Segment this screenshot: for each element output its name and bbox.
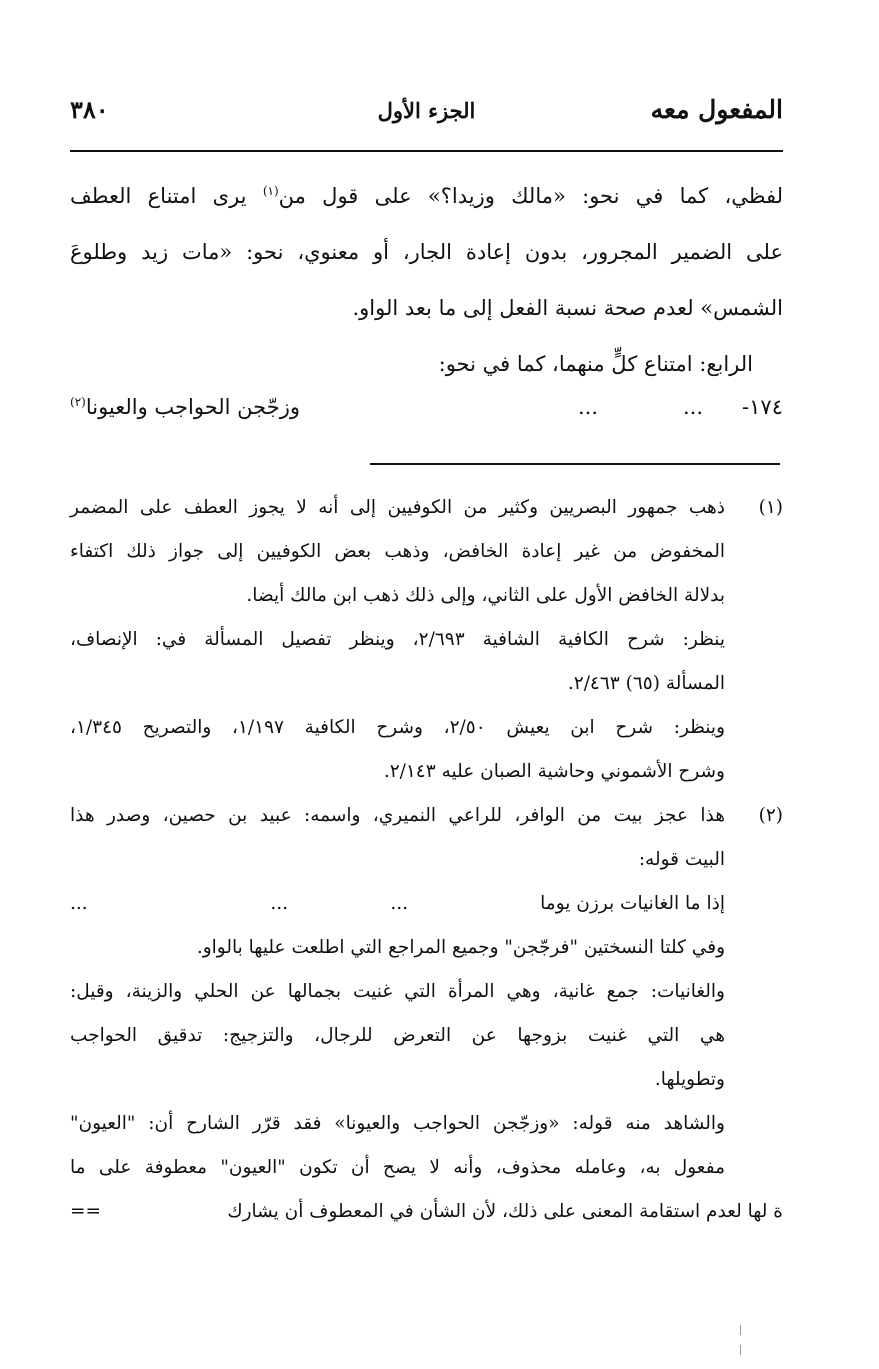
footnote-2-text-1: هذا عجز بيت من الوافر، للراعي النميري، واسمه: عبيد بن حصين، وصدر هذا: [70, 805, 725, 826]
footnote-2-verse-text: إذا ما الغانيات برزن يوما: [540, 893, 725, 914]
chapter-title: المفعول معه: [650, 95, 783, 124]
footnote-2-verse: [70, 882, 783, 926]
footnote-2-line-6: هي التي غنيت بزوجها عن التعرض للرجال، والتزجيج: تدقيق الحواجب: [70, 1025, 725, 1046]
footnote-1-line-7: وشرح الأشموني وحاشية الصبان عليه ٢/١٤٣.: [383, 761, 725, 782]
footnote-2-verse-dots-2: ...: [270, 893, 288, 914]
header-rule: [70, 150, 783, 152]
footnote-2-verse-dots-1: ...: [390, 893, 408, 914]
footnote-2-number: (٢): [758, 805, 783, 826]
verse-dots-1: ...: [682, 395, 703, 419]
verse-number: ١٧٤-: [742, 395, 783, 419]
main-line-1-start: لفظي، كما في نحو: «مالك وزيدا؟» على قول من: [278, 184, 783, 208]
footnote-1-line-4: ينظر: شرح الكافية الشافية ٢/٦٩٣، وينظر تفصيل المسألة في: الإنصاف،: [70, 629, 725, 650]
footnote-separator: [370, 463, 780, 465]
footnote-2-line-8: والشاهد منه قوله: «وزجّجن الحواجب والعيونا» فقد قرّر الشارح أن: "العيون": [70, 1113, 725, 1134]
main-line-3: الشمس» لعدم صحة نسبة الفعل إلى ما بعد الواو.: [352, 296, 783, 320]
footnote-2-line-10: [70, 1190, 783, 1234]
footnote-1-number: (١): [758, 497, 783, 518]
part-title: الجزء الأول: [377, 98, 476, 123]
footnote-ref-1: (١): [262, 184, 279, 198]
footnote-1-line-5: المسألة (٦٥) ٢/٤٦٣.: [567, 673, 725, 694]
main-text: [70, 168, 783, 392]
footnote-1-line-1: [70, 486, 783, 530]
verse-text: [70, 395, 300, 419]
verse-text-body: وزجّجن الحواجب والعيونا: [85, 395, 300, 419]
verse-dots-2: ...: [577, 395, 598, 419]
continuation-mark: ==: [70, 1201, 102, 1222]
main-line-1: [70, 168, 783, 224]
footnote-2-text-10: ة لها لعدم استقامة المعنى على ذلك، لأن الشأن في المعطوف أن يشارك: [227, 1201, 783, 1222]
footnote-1-line-6: وينظر: شرح ابن يعيش ٢/٥٠، وشرح الكافية ١/١٩٧، والتصريح ١/٣٤٥،: [70, 717, 726, 738]
verse-174: [70, 383, 783, 435]
main-line-1-end: يرى امتناع العطف: [70, 184, 263, 208]
margin-mark-2: [740, 1345, 741, 1355]
footnote-2-line-9: مفعول به، وعامله محذوف، وأنه لا يصح أن تكون "العيون" معطوفة على ما: [70, 1157, 725, 1178]
footnotes: [70, 486, 783, 1234]
footnote-2-line-5: والغانيات: جمع غانية، وهي المرأة التي غنيت بجمالها عن الحلي والزينة، وقيل:: [70, 981, 725, 1002]
running-header: [70, 95, 783, 135]
footnote-2-line-7: وتطويلها.: [654, 1069, 725, 1090]
footnote-2-line-1: [70, 794, 783, 838]
main-line-2: على الضمير المجرور، بدون إعادة الجار، أو معنوي، نحو: «مات زيد وطلوعَ: [70, 240, 783, 264]
footnote-1-text-1: ذهب جمهور البصريين وكثير من الكوفيين إلى أنه لا يجوز العطف على المضمر: [70, 497, 725, 518]
footnote-2-line-4: وفي كلتا النسختين "فرجّجن" وجميع المراجع التي اطلعت عليها بالواو.: [196, 937, 725, 958]
footnote-1-line-3: بدلالة الخافض الأول على الثاني، وإلى ذلك ذهب ابن مالك أيضا.: [246, 585, 725, 606]
margin-mark-1: [740, 1325, 741, 1335]
footnote-2-line-2: البيت قوله:: [638, 849, 725, 870]
main-line-4: الرابع: امتناع كلٍّ منهما، كما في نحو:: [438, 352, 753, 376]
page-number: ٣٨٠: [70, 95, 109, 124]
footnote-ref-2: (٢): [70, 395, 86, 409]
footnote-1-line-2: المخفوض من غير إعادة الخافض، وذهب بعض الكوفيين إلى جواز ذلك اكتفاء: [70, 541, 725, 562]
footnote-2-verse-dots-3: ...: [70, 893, 88, 914]
